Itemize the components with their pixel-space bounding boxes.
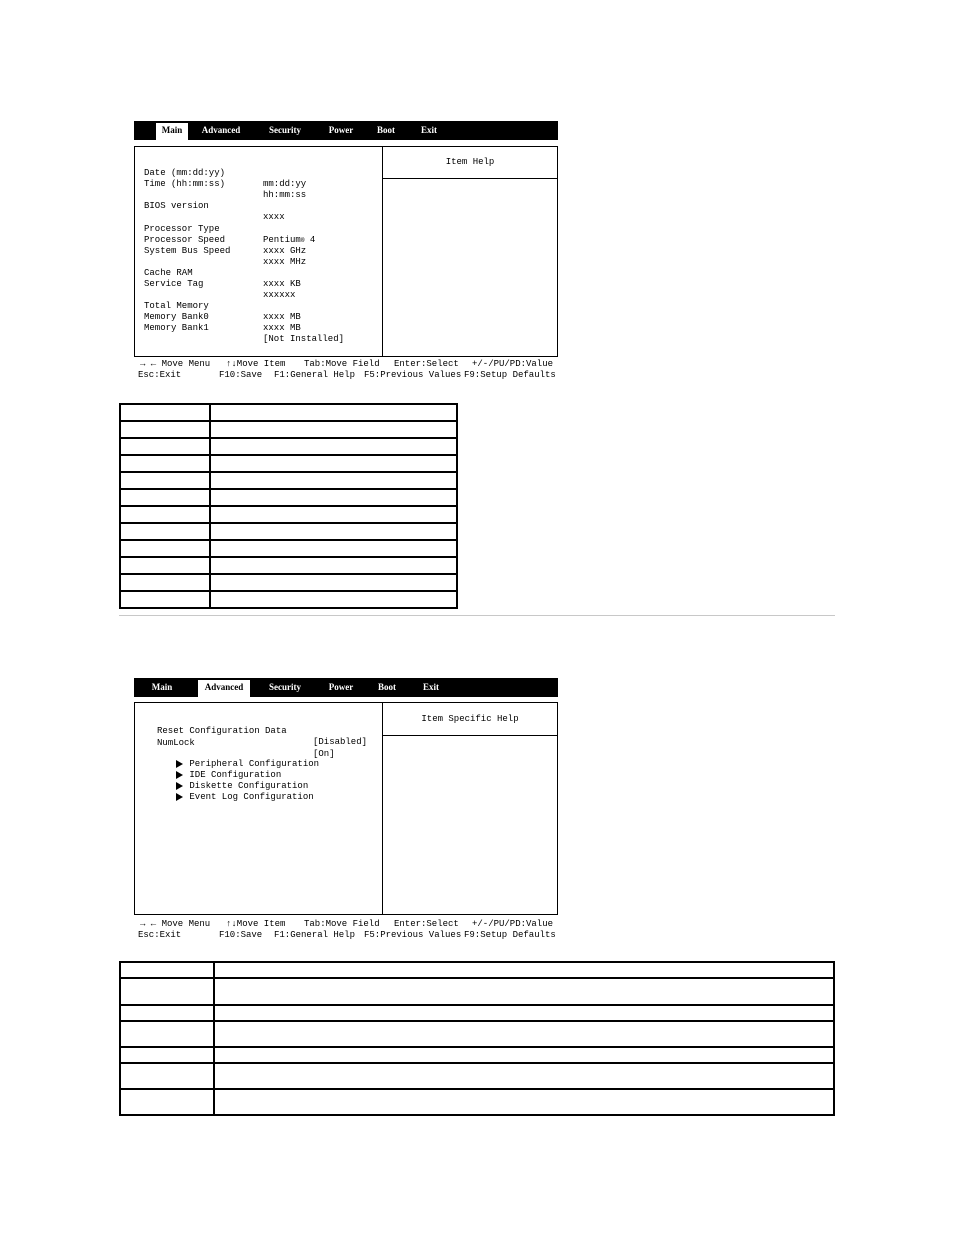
table-cell	[120, 1089, 214, 1115]
submenu-arrow-icon	[176, 793, 183, 801]
key-move-menu: → ← Move Menu	[140, 359, 211, 369]
table-cell	[210, 438, 457, 455]
field-label: Service Tag	[144, 279, 204, 289]
table-cell	[210, 506, 457, 523]
table-cell	[210, 540, 457, 557]
field-value[interactable]: [Disabled]	[313, 737, 368, 747]
table-cell	[120, 540, 210, 557]
table-cell	[210, 472, 457, 489]
table-row	[120, 1021, 834, 1047]
key-move-item: ↑↓Move Item	[226, 919, 286, 929]
key-previous-values: F5:Previous Values	[364, 370, 462, 380]
tab-security[interactable]: Security	[269, 125, 301, 135]
tab-exit[interactable]: Exit	[420, 125, 437, 135]
submenu-event-log-configuration[interactable]	[144, 781, 314, 814]
field-value: xxxx GHz	[263, 246, 307, 256]
table-row	[120, 455, 457, 472]
field-label: System Bus Speed	[144, 246, 231, 256]
table-cell	[120, 1021, 214, 1047]
key-exit: Esc:Exit	[138, 370, 182, 380]
field-value[interactable]: [On]	[313, 749, 335, 759]
advanced-options-table	[119, 961, 835, 1116]
table-cell	[214, 1005, 834, 1021]
key-value: +/-/PU/PD:Value	[472, 919, 554, 929]
tab-advanced[interactable]: Advanced	[198, 680, 250, 697]
table-cell	[120, 1047, 214, 1063]
table-cell	[210, 421, 457, 438]
section-divider	[119, 615, 835, 616]
table-cell[interactable]	[214, 1021, 834, 1047]
field-label: Cache RAM	[144, 268, 193, 278]
table-row	[120, 506, 457, 523]
key-setup-defaults: F9:Setup Defaults	[464, 930, 556, 940]
field-label: BIOS version	[144, 201, 209, 211]
field-value: xxxx KB	[263, 279, 301, 289]
tab-main[interactable]: Main	[151, 682, 173, 692]
field-label: Time (hh:mm:ss)	[144, 179, 226, 189]
bios-settings-panel	[134, 146, 558, 357]
field-label: Date (mm:dd:yy)	[144, 168, 226, 178]
tab-boot[interactable]: Boot	[377, 125, 395, 135]
table-cell[interactable]	[214, 1063, 834, 1089]
link-diskette-configuration[interactable]	[275, 1066, 425, 1074]
key-move-menu: → ← Move Menu	[140, 919, 211, 929]
tab-exit[interactable]: Exit	[422, 682, 439, 692]
key-save: F10:Save	[219, 930, 263, 940]
table-row	[120, 591, 457, 608]
table-cell	[120, 591, 210, 608]
table-row	[120, 489, 457, 506]
tab-main[interactable]: Main	[156, 123, 188, 140]
field-label: Processor Speed	[144, 235, 226, 245]
bios-key-legend	[134, 919, 564, 943]
field-row-memory-bank1	[144, 312, 379, 356]
table-cell	[214, 962, 834, 978]
main-options-table	[119, 403, 458, 609]
tab-advanced[interactable]: Advanced	[201, 125, 241, 135]
value-text: Pentium	[263, 235, 301, 245]
field-value[interactable]: hh:mm:ss	[263, 190, 307, 200]
item-specific-help-header: Item Specific Help	[383, 703, 557, 736]
tab-power[interactable]: Power	[328, 682, 354, 692]
key-value: +/-/PU/PD:Value	[472, 359, 554, 369]
submenu-label: IDE Configuration	[189, 770, 282, 780]
key-save: F10:Save	[219, 370, 263, 380]
key-move-field: Tab:Move Field	[304, 919, 380, 929]
table-cell	[120, 557, 210, 574]
submenu-label: Event Log Configuration	[189, 792, 314, 802]
field-value: xxxx MHz	[263, 257, 307, 267]
field-value[interactable]: mm:dd:yy	[263, 179, 307, 189]
tab-power[interactable]: Power	[328, 125, 354, 135]
table-cell	[120, 404, 210, 421]
table-row	[120, 404, 457, 421]
table-row	[120, 421, 457, 438]
value-suffix: 4	[304, 235, 316, 245]
table-cell[interactable]	[214, 1047, 834, 1063]
key-setup-defaults: F9:Setup Defaults	[464, 370, 556, 380]
registered-mark: ®	[300, 237, 305, 244]
table-row	[120, 1063, 834, 1089]
item-help-header: Item Help	[383, 147, 557, 179]
bios-menu-bar	[134, 678, 558, 697]
field-label: Processor Type	[144, 224, 220, 234]
bios-menu-bar	[134, 121, 558, 140]
field-value: xxxx MB	[263, 323, 301, 333]
table-cell	[120, 1063, 214, 1089]
key-general-help: F1:General Help	[274, 370, 356, 380]
table-cell	[120, 489, 210, 506]
table-row	[120, 540, 457, 557]
table-row	[120, 438, 457, 455]
table-cell	[210, 591, 457, 608]
key-select: Enter:Select	[394, 359, 459, 369]
table-cell	[210, 455, 457, 472]
link-peripheral-configuration[interactable]	[275, 1026, 435, 1034]
field-label: Memory Bank0	[144, 312, 209, 322]
table-cell	[120, 455, 210, 472]
bios-advanced-screen	[134, 678, 558, 942]
table-cell	[120, 438, 210, 455]
table-cell	[210, 404, 457, 421]
submenu-label: Diskette Configuration	[189, 781, 309, 791]
table-cell	[120, 472, 210, 489]
link-ide-configuration[interactable]	[275, 1050, 403, 1058]
field-label: Total Memory	[144, 301, 209, 311]
key-previous-values: F5:Previous Values	[364, 930, 462, 940]
table-cell	[120, 421, 210, 438]
table-row	[120, 472, 457, 489]
submenu-label: Peripheral Configuration	[189, 759, 320, 769]
key-general-help: F1:General Help	[274, 930, 356, 940]
tab-security[interactable]: Security	[269, 682, 301, 692]
key-move-item: ↑↓Move Item	[226, 359, 286, 369]
field-value: xxxxxx	[263, 290, 296, 300]
table-row	[120, 1047, 834, 1063]
field-value: xxxx MB	[263, 312, 301, 322]
table-cell	[120, 574, 210, 591]
table-row	[120, 1089, 834, 1115]
table-cell	[120, 978, 214, 1005]
table-row	[120, 962, 834, 978]
table-cell	[120, 506, 210, 523]
table-cell[interactable]	[214, 1089, 834, 1115]
key-exit: Esc:Exit	[138, 930, 182, 940]
field-label: Reset Configuration Data	[157, 726, 287, 736]
key-select: Enter:Select	[394, 919, 459, 929]
bios-main-screen	[134, 121, 558, 383]
table-row	[120, 574, 457, 591]
table-cell	[120, 962, 214, 978]
table-cell	[210, 557, 457, 574]
table-cell	[210, 489, 457, 506]
table-row	[120, 523, 457, 540]
field-label: Memory Bank1	[144, 323, 209, 333]
field-value: xxxx	[263, 212, 285, 222]
table-row	[120, 557, 457, 574]
field-label: NumLock	[157, 738, 195, 748]
bios-settings-panel	[134, 702, 558, 915]
table-cell	[210, 523, 457, 540]
bios-key-legend	[134, 359, 564, 383]
table-row	[120, 1005, 834, 1021]
table-cell	[120, 523, 210, 540]
tab-boot[interactable]: Boot	[378, 682, 396, 692]
table-row	[120, 978, 834, 1005]
table-cell	[120, 1005, 214, 1021]
bios-tab-blank	[134, 121, 156, 140]
link-event-log-configuration[interactable]	[275, 1092, 432, 1100]
table-cell	[210, 574, 457, 591]
table-cell	[214, 978, 834, 1005]
field-value: [Not Installed]	[263, 334, 345, 344]
key-move-field: Tab:Move Field	[304, 359, 380, 369]
